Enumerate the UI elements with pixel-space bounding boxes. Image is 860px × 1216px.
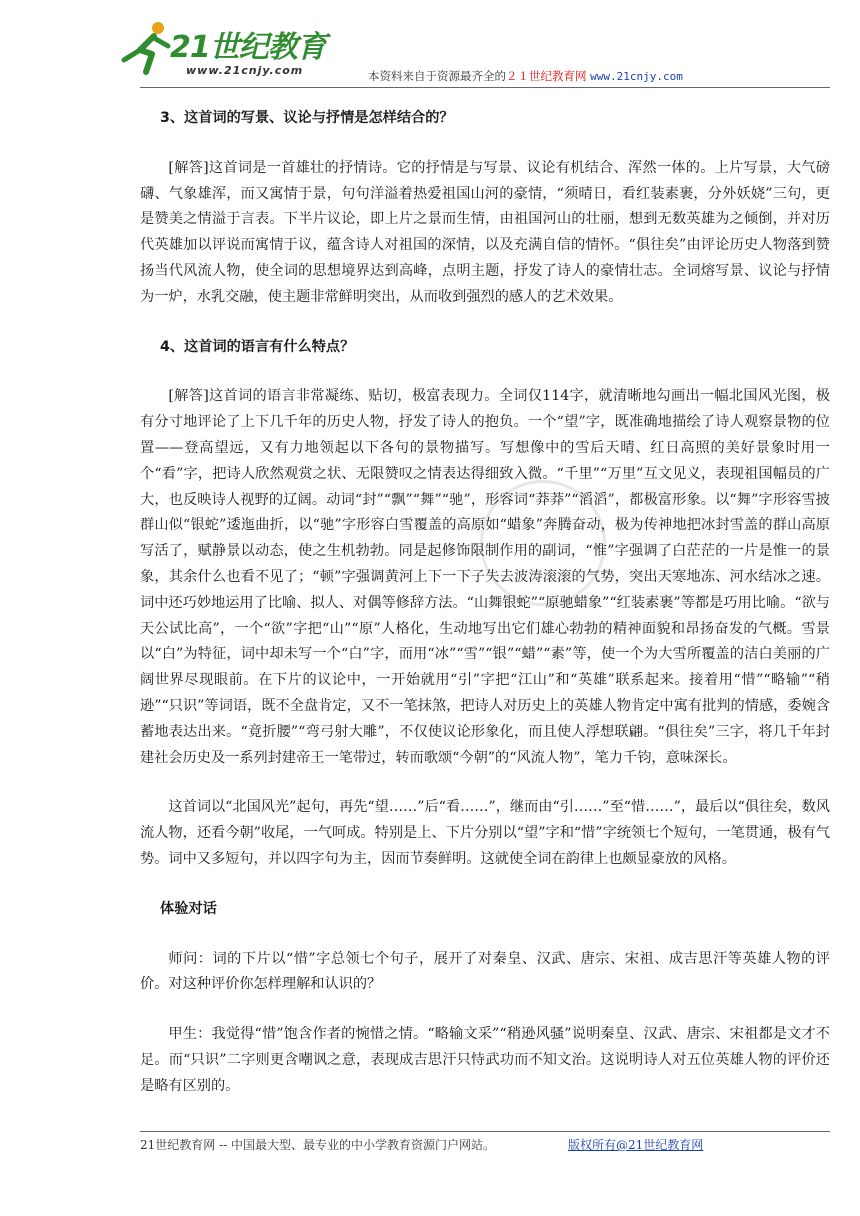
- paragraph: [解答]这首词的语言非常凝练、贴切，极富表现力。全词仅114字，就清晰地勾画出一幅北国风光图，极有分寸地评论了上下几千年的历史人物，抒发了诗人的抱负。一个“望”字，既准确地描绘了诗人观察景物的位置——登高望远，又有力地领起以下各句的景物描写。写想像中的雪后天晴、红日高照的美好景象时用一个“看”字，把诗人欣然观赏之状、无限赞叹之情表达得细致入微。“千里”“万里”互文见义，表现祖国幅员的广大，也反映诗人视野的辽阔。动词“封”“飘”“舞”“驰”，形容词“莽莽”“滔滔”，都极富形象。以“舞”字形容雪披群山似“银蛇”逶迤曲折，以“驰”字形容白雪覆盖的高原如“蜡象”奔腾奋动，极为传神地把冰封雪盖的群山高原写活了，赋静景以动态，使之生机勃勃。同是起修饰限制作用的副词，“惟”字强调了白茫茫的一片是惟一的景象，其余什么也看不见了；“顿”字强调黄河上下一下子失去波涛滚滚的气势，突出天寒地冻、河水结冰之速。词中还巧妙地运用了比喻、拟人、对偶等修辞方法。“山舞银蛇”“原驰蜡象”“红装素裹”等都是巧用比喻。“欲与天公试比高”，一个“欲”字把“山”“原”人格化，生动地写出它们雄心勃勃的精神面貌和昂扬奋发的气概。雪景以“白”为特征，词中却未写一个“白”字，而用“冰”“雪”“银”“蜡”“素”等，使一个为大雪所覆盖的洁白美丽的广阔世界尽现眼前。在下片的议论中，一开始就用“引”字把“江山”和“英雄”联系起来。接着用“惜”“略输”“稍逊”“只识”等词语，既不全盘肯定，又不一笔抹煞，把诗人对历史上的英雄人物肯定中寓有批判的情感，委婉含蓄地表达出来。“竟折腰”“弯弓射大雕”，不仅使议论形象化，而且使人浮想联翩。“俱往矣”三字，将几千年封建社会历史及一系列封建帝王一笔带过，转而歌颂“今朝”的“风流人物”，笔力千钧，意味深长。: [140, 388, 830, 766]
- section-heading-4: 4、这首词的语言有什么特点？: [160, 338, 355, 355]
- running-figure-icon: [118, 20, 178, 80]
- paragraph: [解答]这首词是一首雄壮的抒情诗。它的抒情是与写景、议论有机结合、浑然一体的。上片写景，大气磅礴、气象雄浑，而又寓情于景，句句洋溢着热爱祖国山河的豪情，“须晴日，看红装素裹，分外妖娆”三句，更是赞美之情溢于言表。下半片议论，即上片之景而生情，由祖国河山的壮丽，想到无数英雄为之倾倒，并对历代英雄加以评说而寓情于议，蕴含诗人对祖国的深情，以及充满自信的情怀。“俱往矣”由评论历史人物落到赞扬当代风流人物，使全词的思想境界达到高峰，点明主题，抒发了诗人的豪情壮志。全词熔写景、议论与抒情为一炉，水乳交融，使主题非常鲜明突出，从而收到强烈的感人的艺术效果。: [140, 159, 830, 305]
- paragraph: 这首词以“北国风光”起句，再先“望……”后“看……”，继而由“引……”至“惜……”，最后以“俱往矣，数风流人物，还看今朝”收尾，一气呵成。特别是上、下片分别以“望”字和“惜”字统领七个短句，一笔贯通，极有气势。词中又多短句，并以四字句为主，因而节奏鲜明。这就使全词在韵律上也颇显豪放的风格。: [140, 799, 830, 867]
- header-note-prefix: 本资料来自于资源最齐全的: [368, 69, 506, 83]
- page-header: [0, 0, 860, 92]
- paragraph: 师问：词的下片以“惜”字总领七个句子，展开了对秦皇、汉武、唐宗、宋祖、成吉思汗等英雄人物的评价。对这种评价你怎样理解和认识的？: [140, 950, 830, 993]
- logo-url: www.21cnjy.com: [186, 64, 304, 77]
- section-heading-dialogue: 体验对话: [160, 900, 217, 917]
- footer-divider: [140, 1131, 830, 1132]
- copyright-link[interactable]: 版权所有@21世纪教育网: [568, 1138, 704, 1152]
- logo-text: 21世纪教育: [170, 30, 326, 65]
- header-url-link[interactable]: www.21cnjy.com: [590, 70, 683, 83]
- header-note: [368, 68, 683, 84]
- header-site-link[interactable]: ２１世纪教育网: [506, 69, 587, 83]
- header-divider: [140, 87, 830, 88]
- site-logo[interactable]: [118, 20, 348, 84]
- document-body: [140, 106, 830, 1100]
- paragraph: 甲生：我觉得“惜”饱含作者的惋惜之情。“略输文采”“稍逊风骚”说明秦皇、汉武、唐宗、宋祖都是文才不足。而“只识”二字则更含嘲讽之意，表现成吉思汗只恃武功而不知文治。这说明诗人对五位英雄人物的评价还是略有区别的。: [140, 1026, 830, 1094]
- page-footer: [140, 1136, 830, 1153]
- footer-text: 21世纪教育网 -- 中国最大型、最专业的中小学教育资源门户网站。: [140, 1138, 496, 1152]
- section-heading-3: 3、这首词的写景、议论与抒情是怎样结合的？: [160, 110, 454, 126]
